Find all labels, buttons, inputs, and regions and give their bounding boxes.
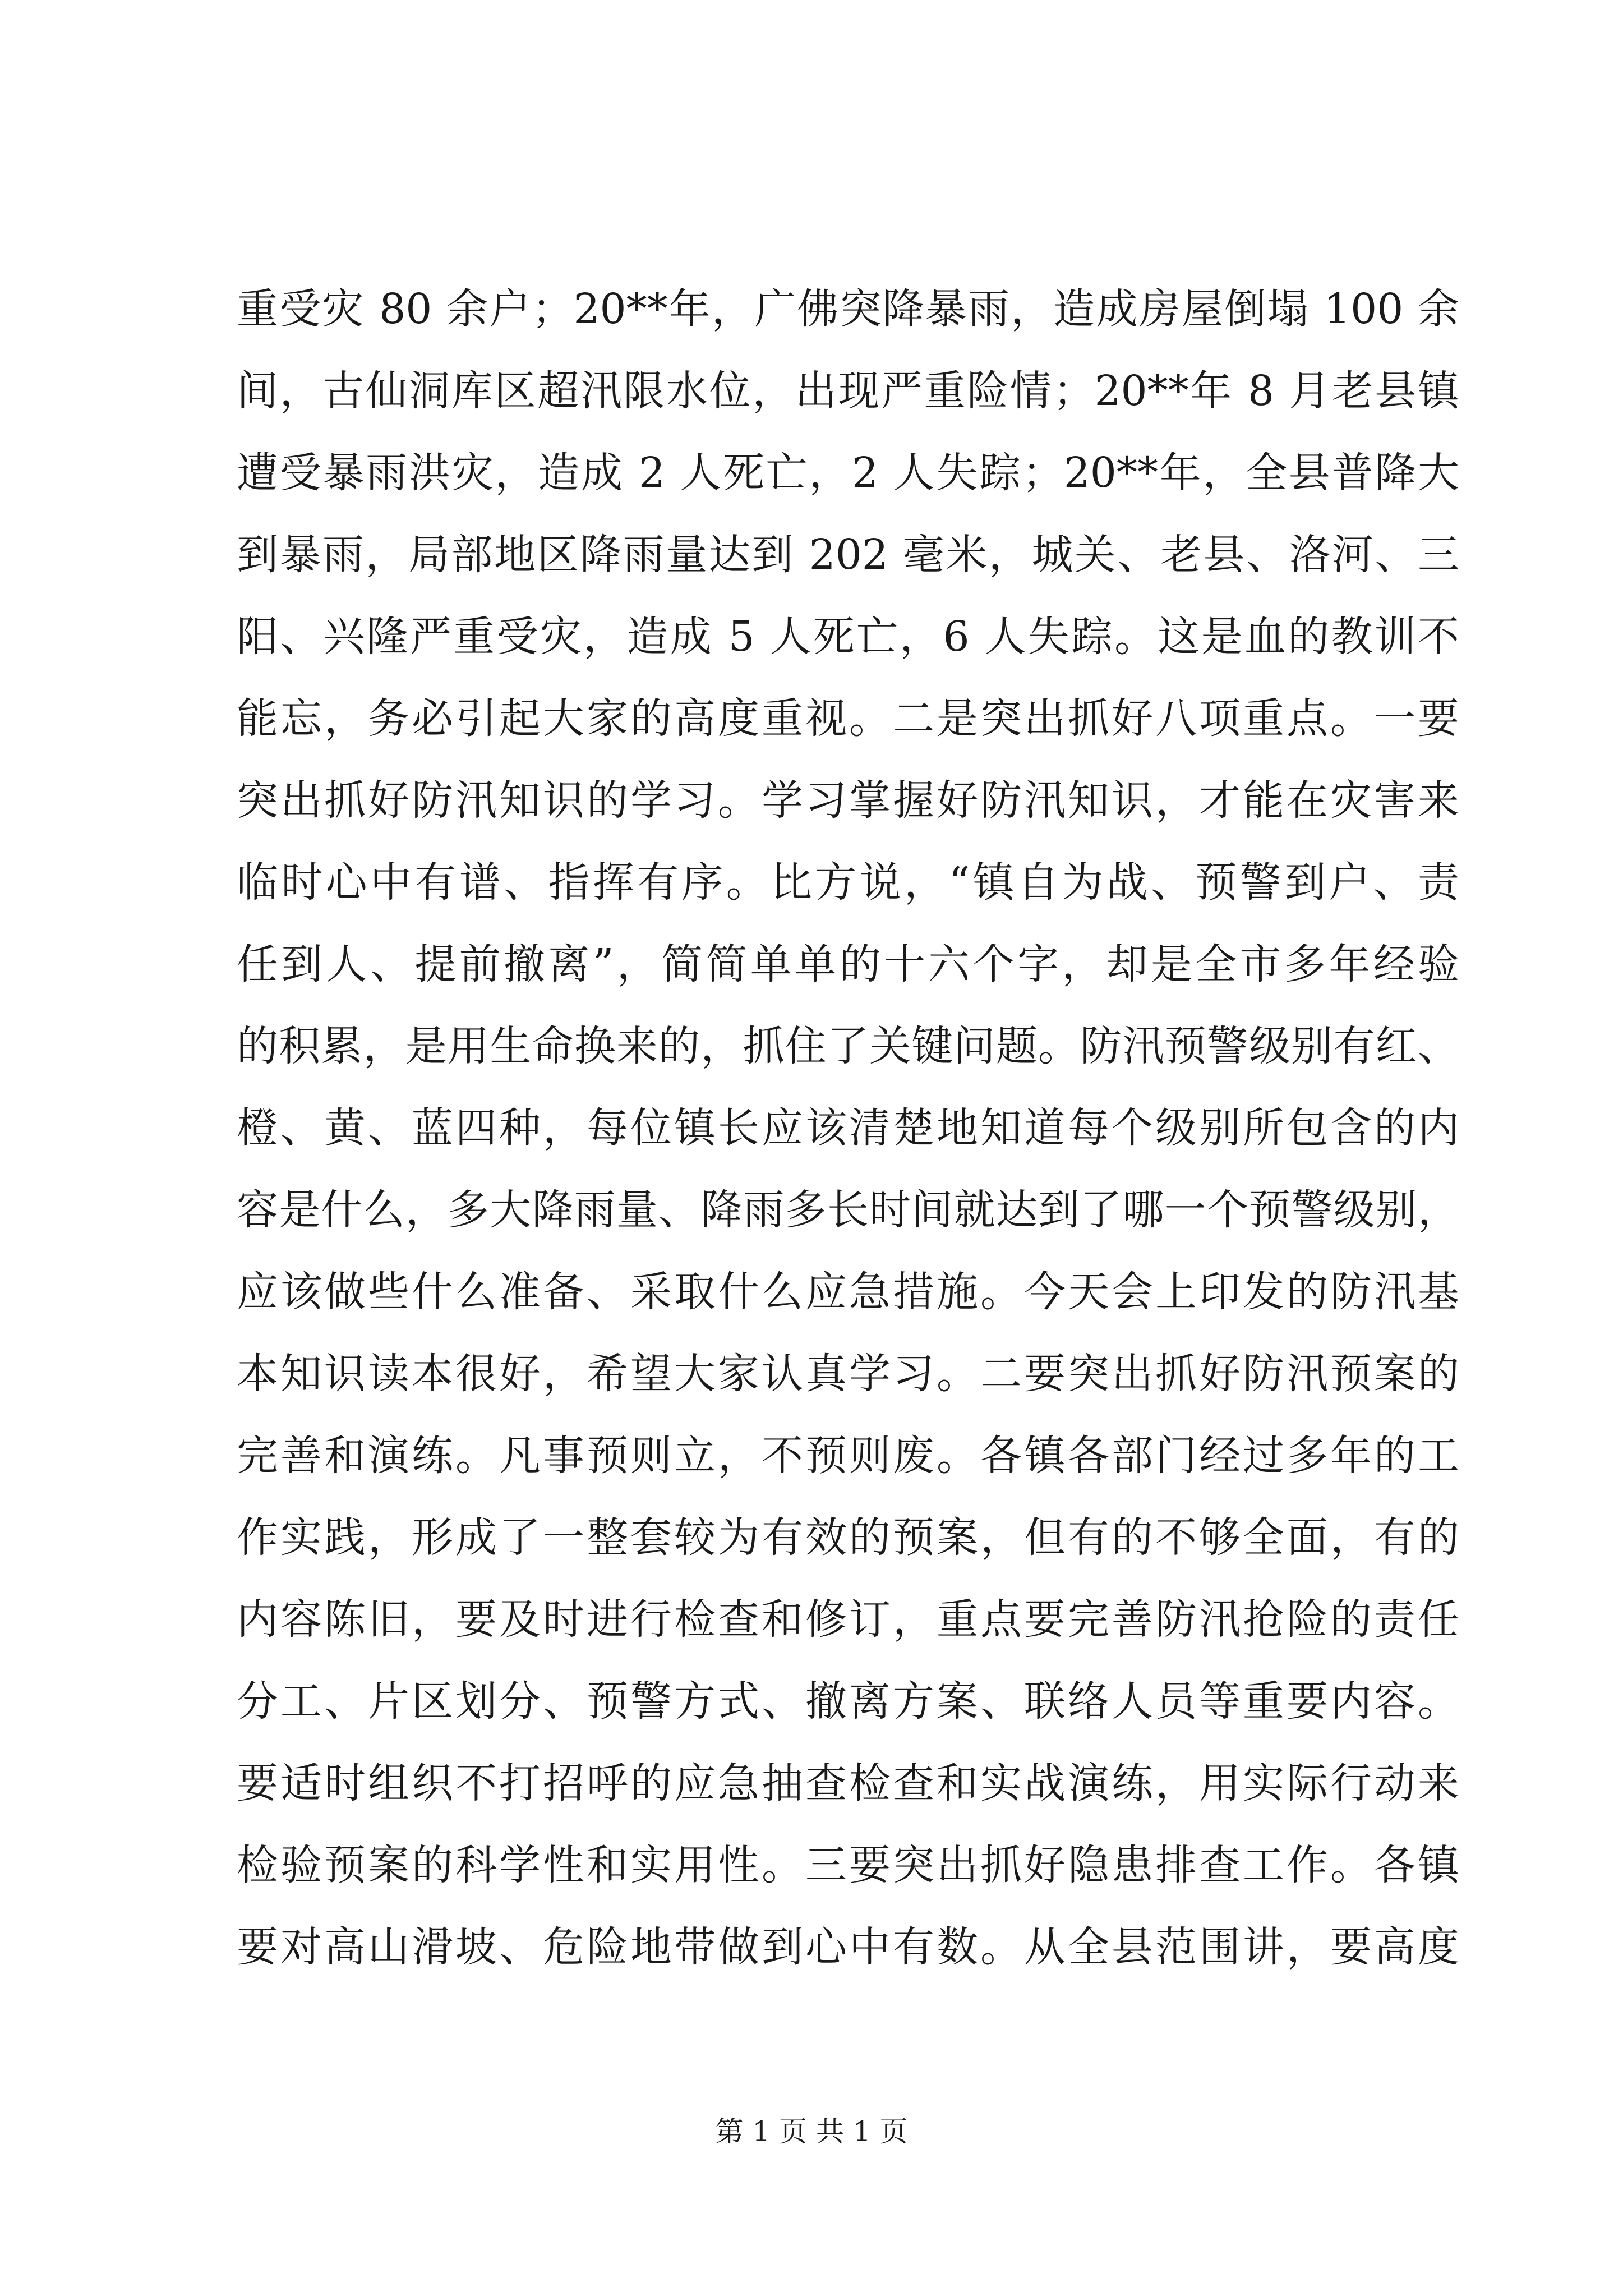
body-text: [237, 268, 1459, 1988]
text-line: 应该做些什么准备、采取什么应急措施。今天会上印发的防汛基: [237, 1268, 1459, 1316]
text-line: 检验预案的科学性和实用性。三要突出抓好隐患排查工作。各镇: [237, 1841, 1459, 1889]
text-line: 间，古仙洞库区超汛限水位，出现严重险情；20**年 8 月老县镇: [237, 367, 1459, 415]
text-line: 要对高山滑坡、危险地带做到心中有数。从全县范围讲，要高度: [237, 1923, 1459, 1971]
text-line: 要适时组织不打招呼的应急抽查检查和实战演练，用实际行动来: [237, 1759, 1459, 1807]
text-line: 的积累，是用生命换来的，抓住了关键问题。防汛预警级别有红、: [237, 1022, 1459, 1070]
text-line: 分工、片区划分、预警方式、撤离方案、联络人员等重要内容。: [237, 1677, 1459, 1726]
text-line: 本知识读本很好，希望大家认真学习。二要突出抓好防汛预案的: [237, 1350, 1459, 1398]
page-footer: 第 1 页 共 1 页: [715, 2115, 908, 2148]
text-line: 内容陈旧，要及时进行检查和修订，重点要完善防汛抢险的责任: [237, 1595, 1459, 1644]
text-line: 遭受暴雨洪灾，造成 2 人死亡，2 人失踪；20**年，全县普降大: [237, 449, 1459, 497]
text-line: 容是什么，多大降雨量、降雨多长时间就达到了哪一个预警级别，: [237, 1186, 1459, 1234]
text-line: 突出抓好防汛知识的学习。学习掌握好防汛知识，才能在灾害来: [237, 776, 1459, 825]
text-line: 临时心中有谱、指挥有序。比方说，“镇自为战、预警到户、责: [237, 858, 1459, 907]
text-line: 橙、黄、蓝四种，每位镇长应该清楚地知道每个级别所包含的内: [237, 1104, 1459, 1152]
text-line: 重受灾 80 余户；20**年，广佛突降暴雨，造成房屋倒塌 100 余: [237, 285, 1459, 333]
text-line: 作实践，形成了一整套较为有效的预案，但有的不够全面，有的: [237, 1513, 1459, 1562]
text-line: 到暴雨，局部地区降雨量达到 202 毫米，城关、老县、洛河、三: [237, 531, 1459, 579]
text-line: 能忘，务必引起大家的高度重视。二是突出抓好八项重点。一要: [237, 694, 1459, 743]
text-line: 完善和演练。凡事预则立，不预则废。各镇各部门经过多年的工: [237, 1432, 1459, 1480]
text-line: 任到人、提前撤离”，简简单单的十六个字，却是全市多年经验: [237, 940, 1459, 988]
text-line: 阳、兴隆严重受灾，造成 5 人死亡，6 人失踪。这是血的教训不: [237, 613, 1459, 661]
